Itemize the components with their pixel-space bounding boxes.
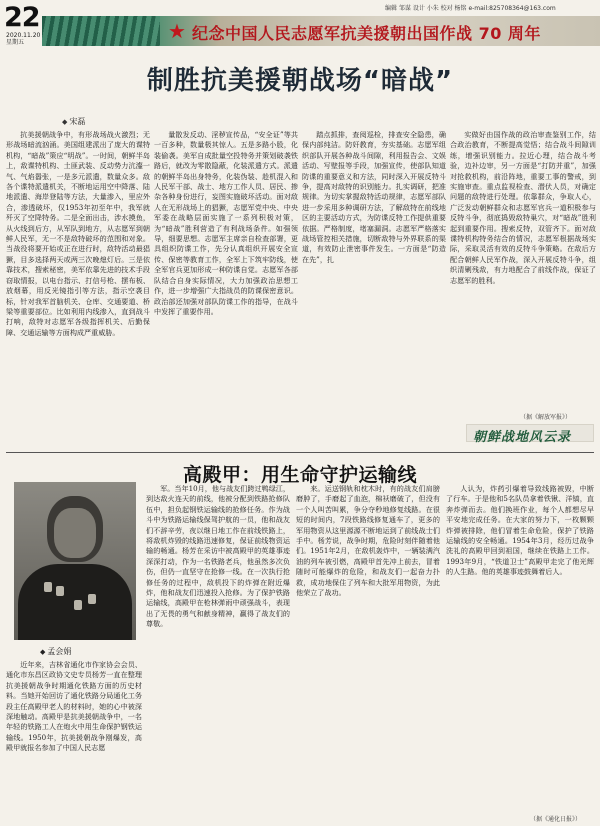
editor-info: 编辑 邹谋 设计 小朱 校对 杨铭 e-mail:825708364@163.com: [385, 5, 556, 12]
banner-soldiers-image: [42, 16, 160, 46]
article2-column-1: [6, 660, 142, 824]
article2-column-3: [296, 484, 440, 824]
section-banner: [42, 16, 600, 46]
article-column-1: [6, 130, 150, 460]
column-text: 实做好由国作战的政治审查鉴别工作，结合政治教育，不断提高觉悟；结合战斗间隙训练，增强识别能力。拉近心理，结合战斗考验，边补边审，另一方面是“打防并重”，加强对抢救机构，前沿阵地，重要工事的警戒，到实施审查。重点监视检查、潜伏人员，对确定问题的敌特进行处理。依靠群众，争取人心，广泛发动朝鲜群众和志愿军官兵一道积极参与反特斗争，彻底捣毁敌特巢穴，对“暗战”胜利起到重要作用。搜索反特，双管齐下。面对敌谍特机构特务结合的情况，志愿军根据战场实际，采取灵活有效的反特斗争策略。在敌后方配合朝鲜人民军作战，深入开展反特斗争，组织清剿残敌，有力地配合了前线作战，保证了志愿军的胜利。: [450, 130, 596, 285]
medal-icon: [88, 594, 96, 604]
column-kicker: [466, 424, 594, 445]
star-icon: ★: [168, 19, 186, 43]
medal-icon: [44, 582, 52, 592]
section-divider: [6, 452, 594, 453]
article-source: （据《解放军报》）: [520, 414, 572, 421]
column-text: 来。运送钢轨和枕木时，有的战友们肩膀磨肿了，手磨起了血泡，棉袄磨破了，但没有一个人叫苦叫累，争分夺秒地修复线路。在很短的时间内，7段铁路线修复通车了，更多的军用物资从这里源源不断地运到了前线战士们手中。杨芳说，战争时期，危险时刻伴随着他们。1951年2月，在敌机轰炸中，一辆装满汽油的列车被引燃，高殿甲首先冲上前去，冒着随时可能爆炸的危险，和战友们一起奋力扑救，成功地保住了列车和大批军用物资，为此他荣立了战功。: [296, 484, 440, 598]
page-date: [6, 32, 41, 46]
photo-face: [54, 508, 96, 558]
column-text: 踏点抓排，查阅巡检，排查安全隐患，确保内部纯洁。防奸教育，夯实基础。志愿军组织部队开展各种战斗间隙，利用报告会、文娱活动、写壁报等手段，加强宣传，使部队知道防谍的重要意义和方法，同时深入开展反特斗争，提高对敌特的识别能力。扎实调研，把准规律。为切实掌握敌特活动规律，志愿军部队进一步采用多种调研方法，了解敌特在前线地区的主要活动方式，为防谍反特工作提供重要依据。严格制度，堵塞漏洞。志愿军严格落实战场管控相关措施，切断敌特与外界联系的渠道，有效防止泄密事件发生。一方面是“防造在先”，扎: [302, 130, 446, 264]
article2-source: （据《通化日报》）: [530, 816, 582, 823]
article2-column-2: [146, 484, 290, 824]
author-byline: ◆ 宋磊: [62, 116, 85, 127]
second-headline: 高殿甲：用生命守护运输线: [182, 464, 417, 486]
column-text: 近年来，吉林省通化市作家协会会员、通化市东昌区政协文史专员杨芳一直在整理抗美援朝战争时期通化铁路方面的历史材料。当她开始回访了通化铁路分局通化工务段主任高殿甲老人的材料时，她的心中被深深地触动。高殿甲是抗美援朝战争中，一名年轻的铁路工人在炮火中用生命保护钢铁运输线。1950年，抗美援朝战争刚爆发，高殿甲就报名参加了中国人民志愿: [6, 660, 142, 753]
date-text: 2020.11.20: [6, 32, 41, 39]
medal-icon: [56, 586, 64, 596]
column-text: 量散发反动、淫秽宣传品，“安全证”等共一百多种，数量极其惊人。五是多路小股，化装偷袭。美军自成批量空投特务并策划破袭铁路后，就改为零散隐蔽，化装派遣方式。派遣的朝鲜半岛出身特务，化装伪装、趁机混入和人民军干部、战士、地方工作人员、居民、掺杂各种身份进行，妄图实施破坏活动。面对敌人在无形战场上的猖獗，志愿军党中央、中央军委在战略层面实施了一系列积极对策，为“暗战”胜利营造了有利战场条件。如强领导，细要思想。志愿军主席亲自检查部署，更具组织防谍工作，先分认真组织开展安全宣传、保密等教育工作，全军上下筑牢防线，使全军官兵更加形成一种防谍自觉。志愿军各部队结合自身实际情况，大力加强政治思想工作，进一步增强广大指战员的防谍保密意识。政治部还加强对部队防谍工作的指导，在战斗中发挥了重要作用。: [154, 130, 298, 316]
article2-column-4: [446, 484, 594, 812]
photo-caption: ◆ 孟会娟: [40, 646, 71, 657]
weekday-text: 星期五: [6, 39, 25, 46]
article-column-2: [154, 130, 298, 460]
article-column-3: [302, 130, 446, 460]
kicker-text: 朝鲜战地风云录: [473, 430, 572, 445]
medal-icon: [74, 600, 82, 610]
column-text: 抗美援朝战争中，有形战场战火激烈；无形战场暗流汹涌。美国组建派出了庞大的谍特机构，“暗战”策应“明战”。一时间，朝鲜半岛上，敌谍特机构、土匪武装、反动势力沆瀣一气、气焰嚣张，一是多元派遣，数量众多。敌各个谍特派遣机关，不断地运用空中降落、陆地派遣、海岸登陆等方法，大量渗入，里应外合，渗透破坏，仅1953年初至年中，我军就歼灭了空降特务。二是全面出击，涉水摸鱼，从火线到后方，从军队到地方，从志愿军到朝鲜人民军，无一不是敌特破坏的范围和对象。当战役将要开始或正在进行时，敌特活动最猖獗，目多选择两天或两三次晚熄灯后。三是依靠技术，搜索秘密，美军依靠先进的技术手段窃取情报，以电台指示、打信号枪、摆布板、放烟幕，用反光镜指引等方法，指示空袭目标，针对我军首脑机关、仓库、交通要道、桥梁等重要部位。比如利用内线渗入，直到战斗打响，敌特对志愿军各级指挥机关、后勤保障、交通运输等方面构成严重威胁。: [6, 130, 150, 337]
page-header: [0, 0, 600, 48]
main-headline: 制胜抗美援朝战场“暗战”: [146, 66, 454, 96]
article-column-4: [450, 130, 596, 413]
banner-title: 纪念中国人民志愿军抗美援朝出国作战 70 周年: [192, 24, 541, 43]
page-number: 22: [4, 2, 40, 33]
column-text: 军。当年10月，他与战友们跨过鸭绿江，到达敌火连天的前线，他被分配到铁路抢修队伍中，担负起钢铁运输线的抢修任务。作为战斗中为铁路运输线保驾护航的一员，他和战友们不辞辛劳，夜以继日地工作在前线铁路上，将敌机炸毁的线路迅速修复，保证前线物资运输的畅通。杨芳在采访中被高殿甲的英雄事迹深深打动，作为一名铁路老兵，他虽然多次负伤，但仍一直坚守在抢修一线。在一次执行抢修任务的过程中，敌机投下的炸弹在附近爆炸，他和战友们迅速投入抢修。为了保护铁路运输线，高殿甲在枪林弹雨中顽强战斗，表现出了无畏的勇气和献身精神，赢得了战友们的尊敬。: [146, 484, 290, 629]
column-text: 人认为，炸药引爆着导致线路被毁，中断了行车。于是他和5名队员拿着铁锹、洋镐，直奔炸弹而去。他们换班作业，每个人都想尽早平安地完成任务。在大家的努力下，一枚颗颗炸弹被排除，他们冒着生命危险，保护了铁路运输线的安全畅通。1954年3月，经历过战争洗礼的高殿甲回到祖国，继续在铁路上工作。1993年9月，“铁道卫士”高殿甲走完了他光辉的人生路。他的英雄事迹鼓舞着后人。: [446, 484, 594, 577]
hero-portrait-photo: [14, 482, 136, 640]
